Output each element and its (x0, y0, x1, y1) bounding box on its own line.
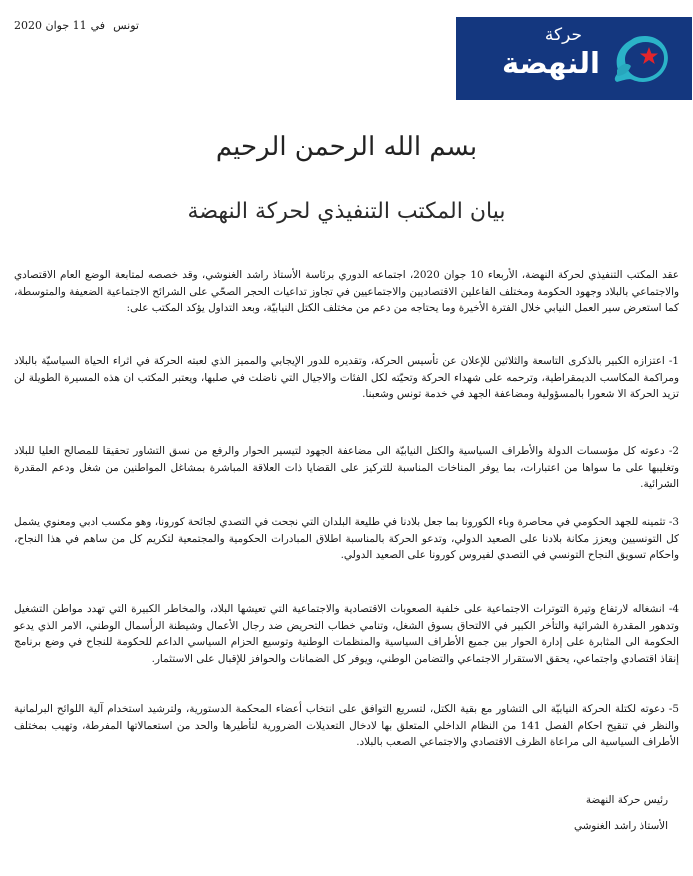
dove-crescent-star-icon (611, 32, 673, 87)
point-3: 3- تثمينه للجهد الحكومي في محاصرة وباء الكورونا بما جعل بلادنا في طليعة البلدان التي نجحت في التصدي لجائحة كورونا، وهو مكسب ادبي ومعنوي يشمل كل التونسيين ويعزز مكانة بلادنا على الصعيد الدولي، وتدعو الحركة بالمناسبة اطلاق المبادرات الحكومية والمجتمعية لتكريم كل من ساهم في هذا النجاح، واحكام تسويق النجاح التونسي في التصدي لفيروس كورونا على الصعيد الدولي. (14, 516, 679, 561)
point-4: 4- انشغاله لارتفاع وتيرة التوترات الاجتماعية على خلفية الصعوبات الاقتصادية والاجتماعية التي تعيشها البلاد، والمخاطر الكبيرة التي تهدد مواطن التشغيل وتدهور المقدرة الشرائية والتأخر الكبير في الالتحاق بسوق الشغل، وتنامي خطاب التحريض ضد رجال الأعمال وشيطنة الرأسمال الوطني، الامر الذي يدعو الحكومة الى المثابرة على إدارة الحوار بين جميع الأطراف السياسية والمنظمات الوطنية وتوسيع الحزام السياسي الداعم للحكومة للنجاح في وضع برنامج إنقاذ اقتصادي واجتماعي، يحقق الاستقرار الاجتماعي والتضامن الوطني، ويوفر كل الضمانات والحوافز للإقبال على الاستثمار. (14, 603, 679, 665)
red-star-icon (640, 47, 658, 64)
signature-name: الأستاذ راشد الغنوشي (573, 820, 668, 832)
date-preposition: في (90, 19, 106, 32)
document-date (14, 19, 139, 32)
point-2: 2- دعوته كل مؤسسات الدولة والأطراف السياسية والكتل النيابيّة الى مضاعفة الجهود لتيسير الحوار والرفع من نسق التشاور تحقيقا للمصالح العليا للبلاد وتغليبها على ما سواها من اعتبارات، بما يوفر المناخات المناسبة للتركيز على القضايا ذات العلاقة المباشرة بمشاغل المواطنين من شغل ودعم المقدرة الشرائية. (14, 445, 679, 490)
logo-text-haraka: حركة (544, 25, 582, 45)
logo-text-ennahdha: النهضة (502, 46, 600, 80)
emblem-crescent (615, 36, 668, 82)
intro-paragraph: عقد المكتب التنفيذي لحركة النهضة، الأربعاء 10 جوان 2020، اجتماعه الدوري برئاسة الأستاذ راشد الغنوشي، وقد خصصه لمتابعة الوضع العام الاقتصادي والاجتماعي بالبلاد وجهود الحكومة ومختلف الفاعلين الاقتصاديين والاجتماعيين في تجاوز تداعيات الحجر الصحّي على الشرائح الاجتماعية الضعيفة والمتوسطة، كما استعرض سير العمل النيابي خلال الفترة الأخيرة وما يحتاجه من دعم من مختلف الكتل النيابيّة، وبعد التداول يؤكد المكتب على: (14, 269, 679, 314)
ennahdha-logo (456, 17, 692, 100)
date-city: تونس (113, 19, 139, 32)
signature-title: رئيس حركة النهضة (585, 794, 668, 806)
basmala: بسم الله الرحمن الرحيم (215, 132, 478, 162)
point-5: 5- دعوته لكتلة الحركة النيابيّة الى التشاور مع بقية الكتل، لتسريع التوافق على انتخاب أعضاء المحكمة الدستورية، ولترشيد استخدام آلية اللوائح البرلمانية والنظر في تنقيح احكام الفصل 141 من النظام الداخلي المتعلق بها لادخال التعديلات الضرورية لتأطيرها والحد من استعمالاتها المفرطة، وتهيب بمختلف الأطراف السياسية الى مراعاة الظرف الاقتصادي والاجتماعي الصعب بالبلاد. (14, 703, 679, 748)
date-value: 11 جوان 2020 (14, 19, 87, 32)
point-1: 1- اعتزازه الكبير بالذكرى التاسعة والثلاثين للإعلان عن تأسيس الحركة، وتقديره للدور الإيجابي والمميز الذي لعبته الحركة في اثراء الحياة السياسيّة بالبلاد ومراكمة المكاسب الديمقراطية، وترحمه على شهداء الحركة وتحيّته لكل الفئات والاجيال التي ناضلت في صلبها، ويعتبر المكتب ان هذه المسيرة الطويلة لن تزيد الحركة الا شعورا بالمسؤولية ومضاعفة الجهد في خدمة تونس وشعبنا. (14, 355, 679, 400)
statement-title: بيان المكتب التنفيذي لحركة النهضة (187, 199, 506, 224)
